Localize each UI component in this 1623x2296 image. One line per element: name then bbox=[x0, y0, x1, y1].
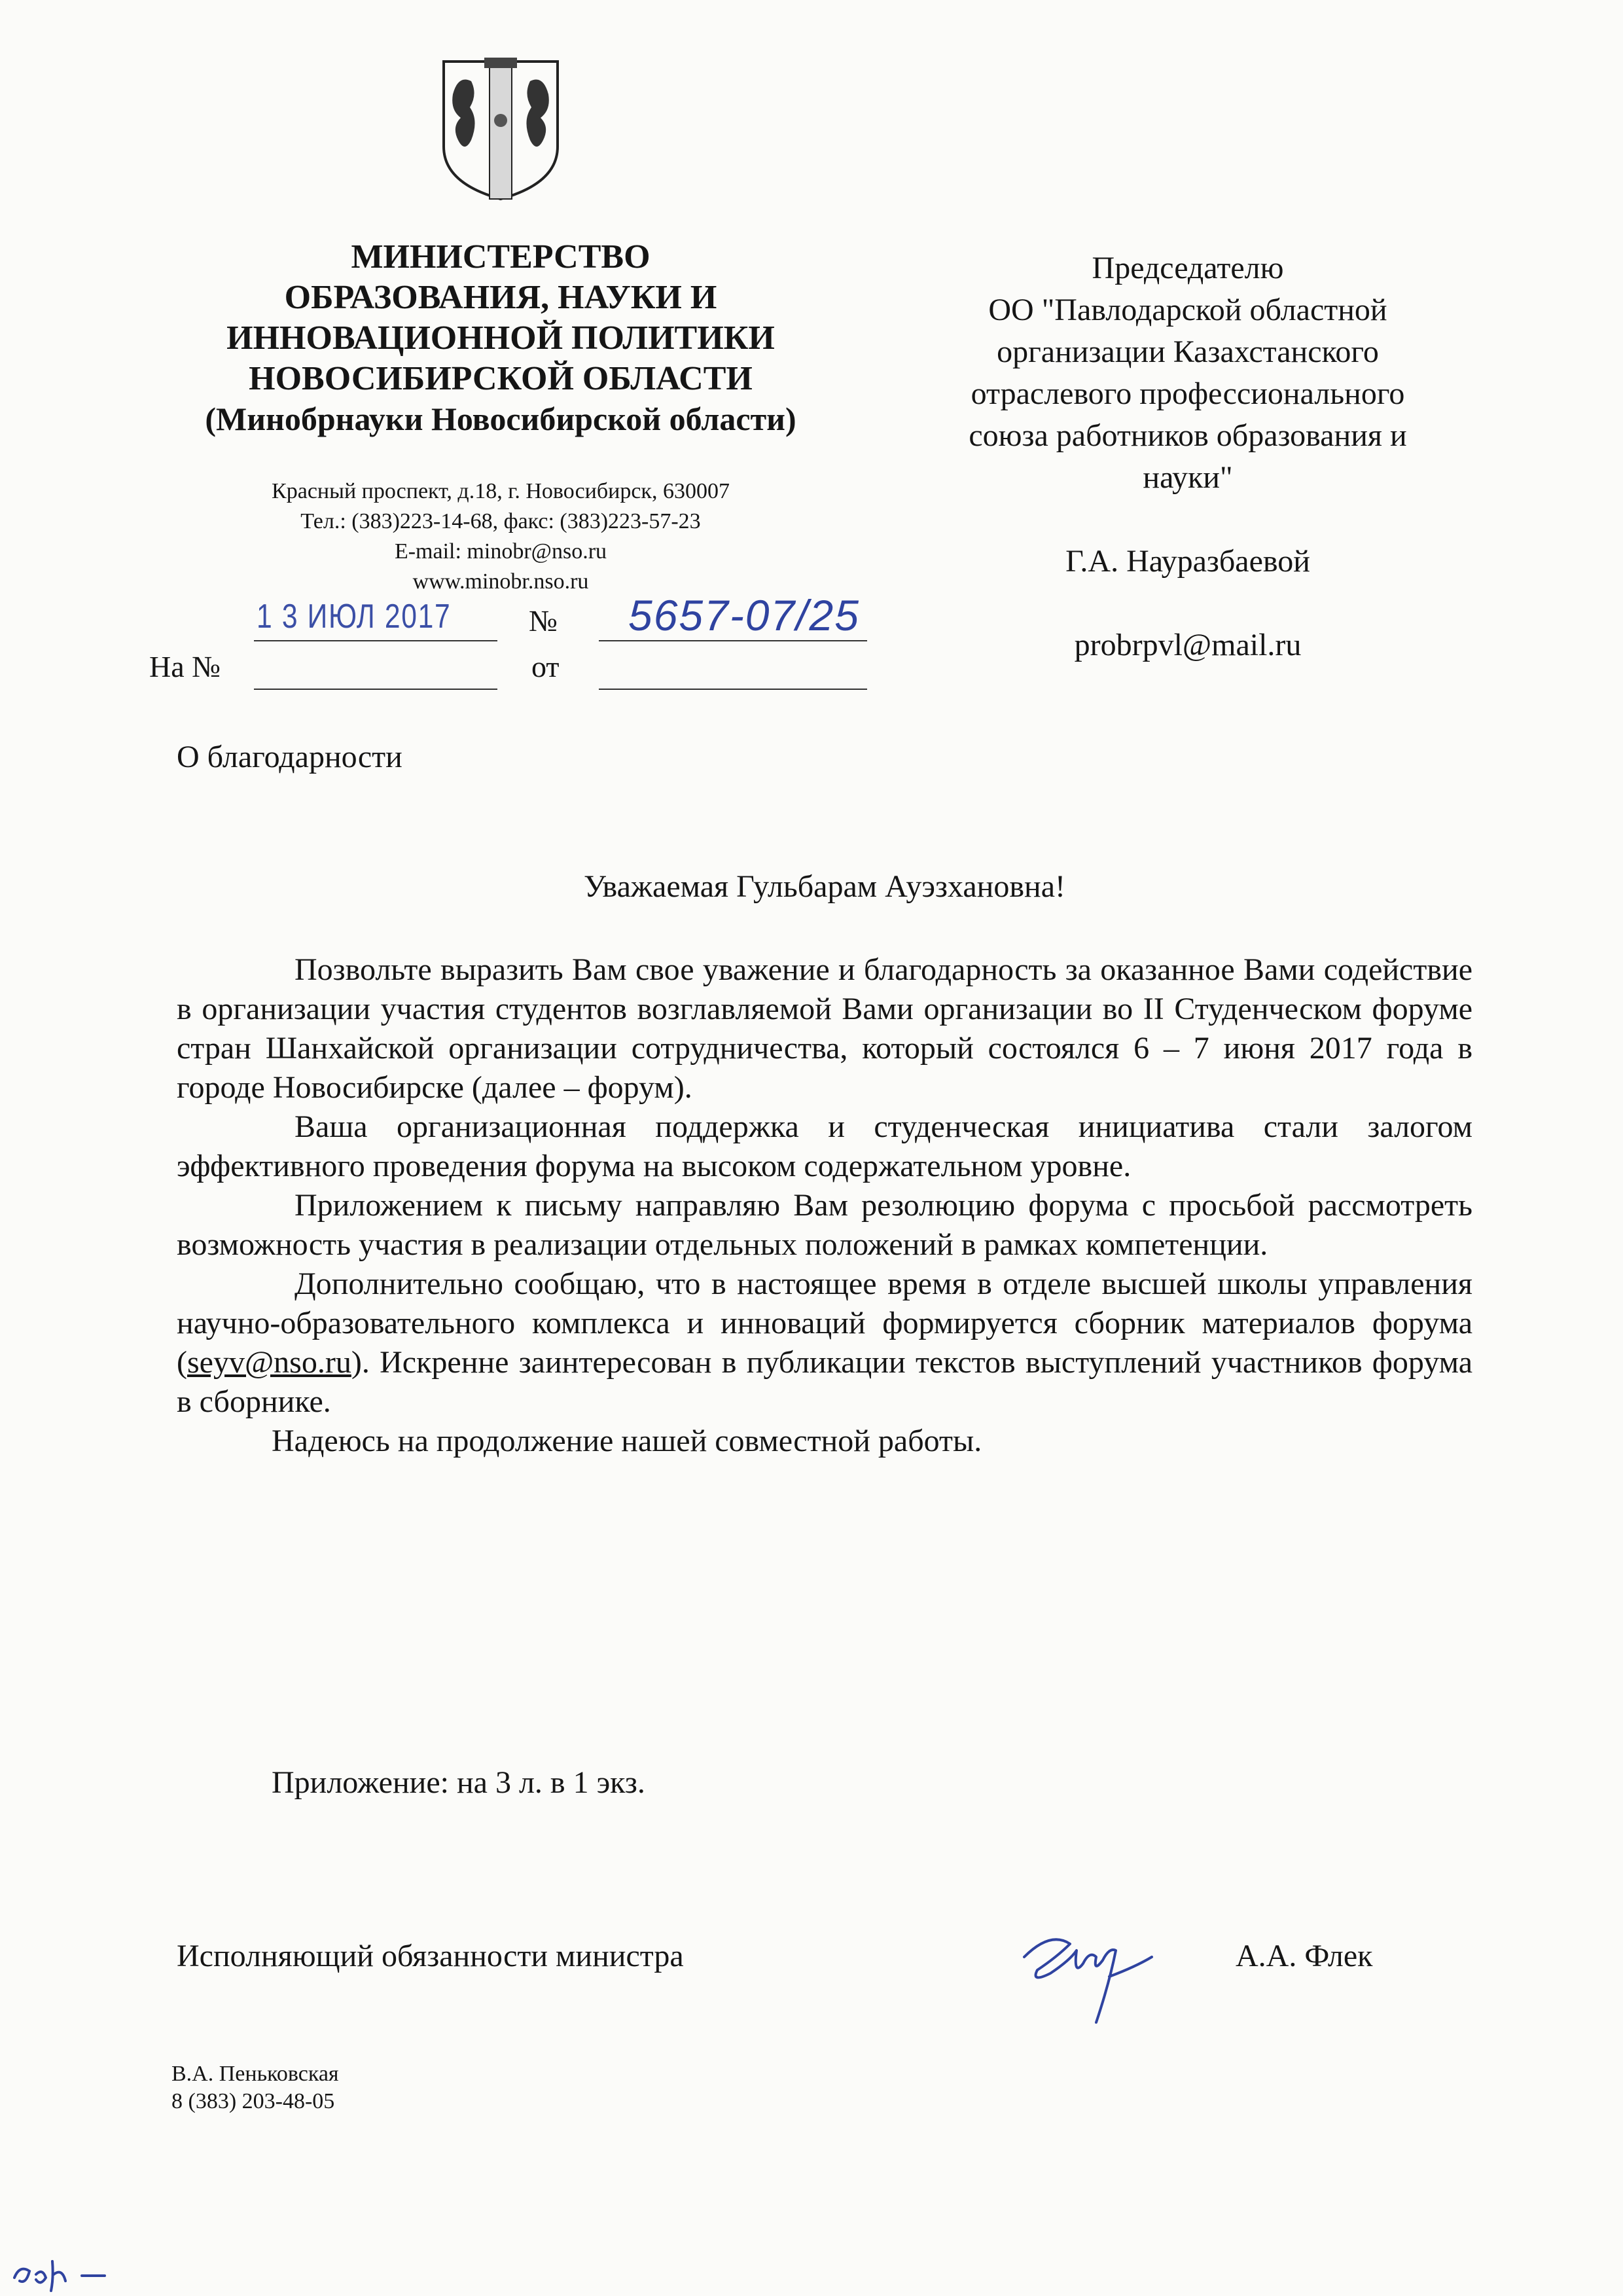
greeting: Уважаемая Гульбарам Ауэзхановна! bbox=[583, 869, 1065, 904]
addressee-block bbox=[910, 247, 1466, 666]
addressee-name: Г.А. Науразбаевой bbox=[1065, 544, 1310, 579]
handwritten-signature bbox=[1011, 1911, 1162, 2042]
handwritten-margin-mark bbox=[7, 2255, 111, 2294]
addressee-email: probrpvl@mail.ru bbox=[1074, 628, 1302, 662]
letter-subject: О благодарности bbox=[177, 740, 402, 774]
executor-phone: 8 (383) 203-48-05 bbox=[171, 2089, 335, 2113]
forum-email-link[interactable]: seyv@nso.ru bbox=[187, 1345, 351, 1380]
signer-position: Исполняющий обязанности министра bbox=[177, 1939, 684, 1973]
executor-block bbox=[171, 2060, 339, 2115]
date-line bbox=[254, 640, 497, 641]
letter-body bbox=[177, 950, 1472, 1461]
executor-name: В.А. Пеньковская bbox=[171, 2062, 339, 2086]
number-label: № bbox=[529, 604, 558, 637]
addressee-line: отраслевого профессионального bbox=[971, 376, 1405, 411]
in-reply-line bbox=[254, 689, 497, 690]
body-paragraph: Приложением к письму направляю Вам резолюцию форума с просьбой рассмотреть возможность участия в реализации отдельных положений в рамках компетенции. bbox=[177, 1188, 1472, 1262]
ministry-name-line: НОВОСИБИРСКОЙ ОБЛАСТИ bbox=[249, 360, 753, 397]
number-line bbox=[599, 640, 867, 641]
addressee-line: Председателю bbox=[1092, 251, 1284, 285]
ministry-address: Красный проспект, д.18, г. Новосибирск, 630007 bbox=[272, 479, 730, 503]
ministry-phone: Тел.: (383)223-14-68, факс: (383)223-57-23 bbox=[300, 509, 701, 533]
body-paragraph: Надеюсь на продолжение нашей совместной работы. bbox=[272, 1424, 982, 1458]
ministry-name-line: МИНИСТЕРСТВО bbox=[351, 238, 651, 276]
addressee-line: ОО "Павлодарской областной bbox=[988, 293, 1387, 327]
body-paragraph: Позвольте выразить Вам свое уважение и благодарность за оказанное Вами содействие в организации участия студентов возглавляемой Вами организации во II Студенческом форуме стран Шанхайской организации сотрудничества, который состоялся 6 – 7 июня 2017 года в городе Новосибирске (далее – форум). bbox=[177, 952, 1472, 1105]
body-paragraph: Дополнительно сообщаю, что в настоящее время в отделе высшей школы управления научно-образовательного комплекса и инноваций формируется сборник материалов форума (seyv@nso.ru). Искренне заинтересован в публикации текстов выступлений участников форума в сборнике. bbox=[177, 1266, 1472, 1419]
from-label: от bbox=[531, 650, 560, 683]
body-paragraph: Ваша организационная поддержка и студенческая инициатива стали залогом эффективного проведения форума на высоком содержательном уровне. bbox=[177, 1109, 1472, 1183]
addressee-line: союза работников образования и bbox=[969, 418, 1407, 453]
ministry-email: E-mail: minobr@nso.ru bbox=[394, 539, 607, 564]
signer-name: А.А. Флек bbox=[1236, 1939, 1373, 1973]
ministry-name-line: ОБРАЗОВАНИЯ, НАУКИ И bbox=[284, 279, 717, 316]
addressee-line: науки" bbox=[1143, 460, 1233, 495]
ministry-short-name: (Минобрнауки Новосибирской области) bbox=[205, 401, 796, 437]
attachment-note: Приложение: на 3 л. в 1 экз. bbox=[272, 1765, 645, 1800]
from-line bbox=[599, 689, 867, 690]
ministry-website: www.minobr.nso.ru bbox=[412, 569, 589, 594]
date-stamp: 1 3 ИЮЛ 2017 bbox=[257, 598, 452, 636]
ministry-contacts bbox=[131, 476, 870, 597]
addressee-line: организации Казахстанского bbox=[997, 334, 1379, 369]
ministry-name-line: ИННОВАЦИОННОЙ ПОЛИТИКИ bbox=[226, 319, 775, 357]
outgoing-number: 5657-07/25 bbox=[628, 591, 860, 639]
coat-of-arms-emblem bbox=[438, 55, 563, 202]
in-reply-label: На № bbox=[149, 650, 221, 683]
ministry-header bbox=[131, 237, 870, 439]
